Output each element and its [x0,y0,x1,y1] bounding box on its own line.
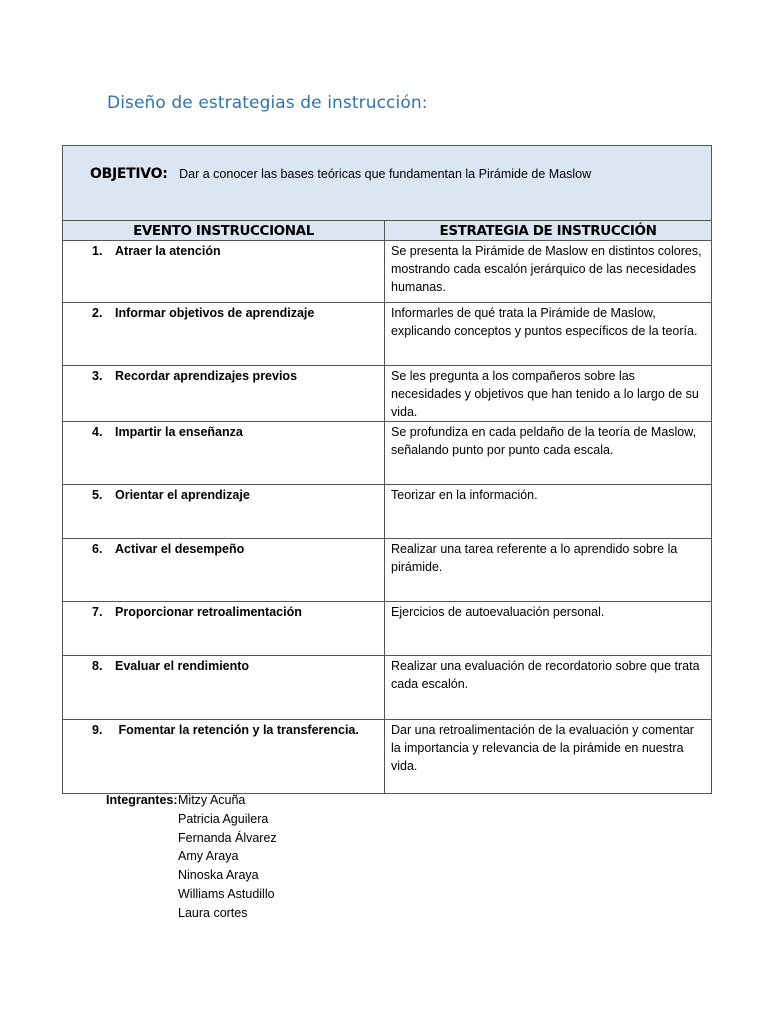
table-row [63,485,711,539]
strategy-text: Realizar una tarea referente a lo aprendido sobre la pirámide. [391,542,678,574]
member-name: Amy Araya [178,849,239,864]
event-name: Atraer la atención [115,244,221,258]
strategy-cell [385,303,712,366]
table-row [63,303,711,366]
strategy-table [62,145,712,794]
strategy-cell [385,422,712,485]
strategy-text: Dar una retroalimentación de la evaluación y comentar la importancia y relevancia de la pirámide en nuestra vida. [391,723,694,773]
document-title: Diseño de estrategias de instrucción: [107,93,428,113]
event-number: 9. [92,723,103,737]
event-cell [63,485,385,539]
members-list [178,791,277,923]
event-number: 1. [92,244,103,258]
member-name: Fernanda Álvarez [178,830,277,845]
strategy-text: Teorizar en la información. [391,488,538,502]
event-name: Evaluar el rendimiento [115,659,250,673]
event-number: 3. [92,369,103,383]
event-name: Fomentar la retención y la transferencia. [115,723,359,737]
table-header-row [63,221,711,241]
event-name: Orientar el aprendizaje [115,488,250,502]
table-row [63,602,711,656]
member-name: Ninoska Araya [178,868,259,883]
strategy-cell [385,602,712,656]
event-number: 6. [92,542,103,556]
members-label: Integrantes: [106,793,178,807]
objective-row [63,146,711,221]
table-row [63,422,711,485]
event-name: Impartir la enseñanza [115,425,243,439]
header-evento: EVENTO INSTRUCCIONAL [63,221,385,241]
header-estrategia: ESTRATEGIA DE INSTRUCCIÓN [385,221,712,241]
member-name: Laura cortes [178,905,248,920]
event-number: 2. [92,306,103,320]
event-cell [63,366,385,422]
member-name: Patricia Aguilera [178,811,269,826]
event-cell [63,656,385,720]
strategy-cell [385,241,712,303]
event-name: Proporcionar retroalimentación [115,605,302,619]
strategy-text: Informarles de qué trata la Pirámide de Maslow, explicando conceptos y puntos específicos de la teoría. [391,306,698,338]
objective-label: OBJETIVO: [90,166,168,182]
event-name: Activar el desempeño [115,542,245,556]
table-row [63,539,711,602]
event-name: Recordar aprendizajes previos [115,369,298,383]
strategy-text: Se profundiza en cada peldaño de la teoría de Maslow, señalando punto por punto cada escala. [391,425,697,457]
table-row [63,366,711,422]
strategy-text: Ejercicios de autoevaluación personal. [391,605,605,619]
table-row [63,720,711,793]
strategy-text: Realizar una evaluación de recordatorio sobre que trata cada escalón. [391,659,700,691]
event-cell [63,303,385,366]
event-number: 8. [92,659,103,673]
event-cell [63,720,385,793]
member-name: Mitzy Acuña [178,793,246,807]
event-number: 5. [92,488,103,502]
table-row [63,656,711,720]
strategy-text: Se presenta la Pirámide de Maslow en distintos colores, mostrando cada escalón jerárquico de las necesidades humanas. [391,244,702,294]
strategy-cell [385,656,712,720]
members-section [106,791,277,920]
member-name: Williams Astudillo [178,886,275,901]
events-table [63,221,711,793]
objective-text: Dar a conocer las bases teóricas que fundamentan la Pirámide de Maslow [179,167,592,181]
event-cell [63,241,385,303]
strategy-cell [385,539,712,602]
event-cell [63,602,385,656]
strategy-cell [385,366,712,422]
event-cell [63,539,385,602]
strategy-cell [385,485,712,539]
event-number: 7. [92,605,103,619]
event-number: 4. [92,425,103,439]
table-row [63,241,711,303]
event-cell [63,422,385,485]
event-name: Informar objetivos de aprendizaje [115,306,315,320]
strategy-text: Se les pregunta a los compañeros sobre las necesidades y objetivos que han tenido a lo largo de su vida. [391,369,699,419]
strategy-cell [385,720,712,793]
